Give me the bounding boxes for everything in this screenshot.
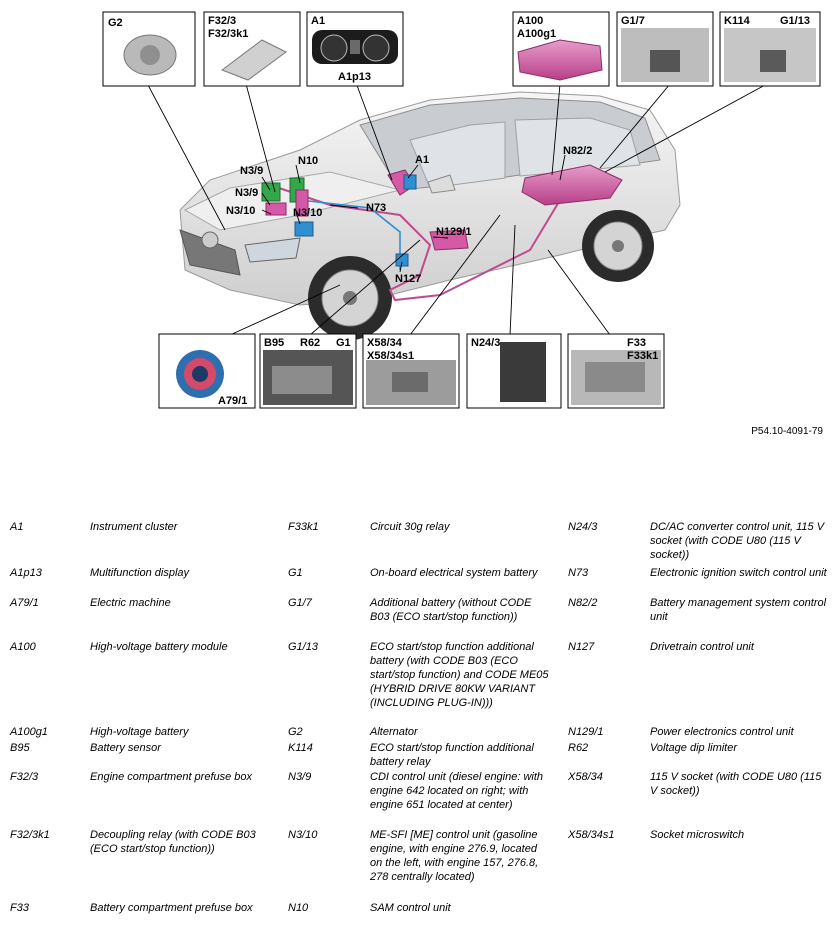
legend-description: Battery management system control unit (650, 597, 827, 623)
legend-description: ME-SFI [ME] control unit (gasoline engine, with engine 276.9, located on the left, with engine 157, 276.8, 278 centrally located) (370, 829, 539, 883)
legend-description: ECO start/stop function additional battery relay (370, 742, 534, 768)
legend-description: DC/AC converter control unit, 115 V socket (with CODE U80 (115 V socket)) (650, 521, 825, 561)
label-n10: N10 (298, 155, 319, 167)
label-b95: B95 (264, 337, 285, 349)
label-g1: G1 (336, 337, 351, 349)
legend-code: N129/1 (568, 726, 604, 738)
label-a1-box: A1 (311, 15, 326, 27)
legend-description: Socket microswitch (650, 829, 745, 841)
label-n3-10-left: N3/10 (226, 205, 256, 217)
label-n129-1: N129/1 (436, 226, 472, 238)
label-f33: F33 (627, 337, 646, 349)
legend-description: High-voltage battery (90, 726, 189, 738)
legend-code: N73 (568, 567, 589, 579)
legend-description: Circuit 30g relay (370, 521, 450, 533)
label-x58-34: X58/34 (367, 337, 402, 349)
legend-description: 115 V socket (with CODE U80 (115 V socket)) (650, 771, 822, 797)
legend-code: G1/13 (288, 641, 318, 653)
label-n3-10-right: N3/10 (293, 207, 323, 219)
label-a79-1: A79/1 (218, 395, 248, 407)
label-g2: G2 (108, 17, 123, 29)
legend-description: On-board electrical system battery (370, 567, 538, 579)
label-a100g1: A100g1 (517, 28, 557, 40)
legend-code: N82/2 (568, 597, 598, 609)
legend-description: Voltage dip limiter (650, 742, 738, 754)
legend-code: X58/34s1 (568, 829, 615, 841)
label-n127: N127 (395, 273, 422, 285)
label-g1-7: G1/7 (621, 15, 645, 27)
label-n24-3: N24/3 (471, 337, 501, 349)
component-location-figure (0, 0, 833, 440)
legend-description: SAM control unit (370, 902, 451, 914)
legend-description: ECO start/stop function additional battery (with CODE B03 (ECO start/stop function) and CODE ME05 (HYBRID DRIVE 80KW VARIANT (INCLUDING PLUG-IN))) (370, 641, 549, 709)
label-n3-9-mid: N3/9 (235, 187, 259, 199)
legend-code: F32/3k1 (10, 829, 50, 841)
legend-description: Multifunction display (90, 567, 190, 579)
legend-code: K114 (288, 742, 313, 754)
legend-description: Power electronics control unit (650, 726, 794, 738)
label-a1p13: A1p13 (338, 71, 372, 83)
legend-description: Electric machine (90, 597, 171, 609)
legend-code: A1p13 (10, 567, 42, 579)
legend-description: Electronic ignition switch control unit (650, 567, 827, 579)
label-n3-9-top: N3/9 (240, 165, 264, 177)
legend-code: F33k1 (288, 521, 319, 533)
label-r62: R62 (300, 337, 321, 349)
legend-code: A79/1 (10, 597, 39, 609)
legend-code: B95 (10, 742, 30, 754)
legend-code: G1 (288, 567, 303, 579)
legend-description: CDI control unit (diesel engine: with engine 642 located on right; with engine 651 located at center) (370, 771, 544, 811)
legend-description: Instrument cluster (90, 521, 178, 533)
legend-code: X58/34 (568, 771, 603, 783)
legend-description: Battery compartment prefuse box (90, 902, 253, 914)
legend-code: N3/10 (288, 829, 318, 841)
legend-description: Drivetrain control unit (650, 641, 754, 653)
label-f33k1: F33k1 (627, 350, 659, 362)
label-n82-2: N82/2 (563, 145, 593, 157)
label-g1-13: G1/13 (780, 15, 810, 27)
legend-description: High-voltage battery module (90, 641, 228, 653)
legend-code: G2 (288, 726, 303, 738)
legend-code: R62 (568, 742, 589, 754)
label-x58-34s1: X58/34s1 (367, 350, 415, 362)
inset-f33 (568, 334, 664, 408)
legend-description: Additional battery (without CODE B03 (ECO start/stop function)) (370, 597, 532, 623)
legend-code: F33 (10, 902, 29, 914)
legend-description: Engine compartment prefuse box (90, 771, 253, 783)
legend-code: F32/3 (10, 771, 39, 783)
legend-description: Battery sensor (90, 742, 161, 754)
label-n73: N73 (366, 202, 387, 214)
legend-description: Decoupling relay (with CODE B03 (ECO start/stop function)) (90, 829, 256, 855)
legend-code: G1/7 (288, 597, 312, 609)
legend-code: A100g1 (10, 726, 48, 738)
label-k114: K114 (724, 15, 750, 27)
legend-code: A100 (10, 641, 36, 653)
figure-reference: P54.10-4091-79 (751, 426, 823, 437)
legend-code: N3/9 (288, 771, 312, 783)
legend-code: A1 (10, 521, 24, 533)
legend-description: Alternator (370, 726, 418, 738)
legend-code: N127 (568, 641, 595, 653)
label-f32-3k1: F32/3k1 (208, 28, 249, 40)
label-a100: A100 (517, 15, 544, 27)
legend-code: N10 (288, 902, 309, 914)
label-a1-vehicle: A1 (415, 154, 430, 166)
legend-code: N24/3 (568, 521, 598, 533)
figure-svg (0, 0, 833, 440)
label-f32-3: F32/3 (208, 15, 237, 27)
